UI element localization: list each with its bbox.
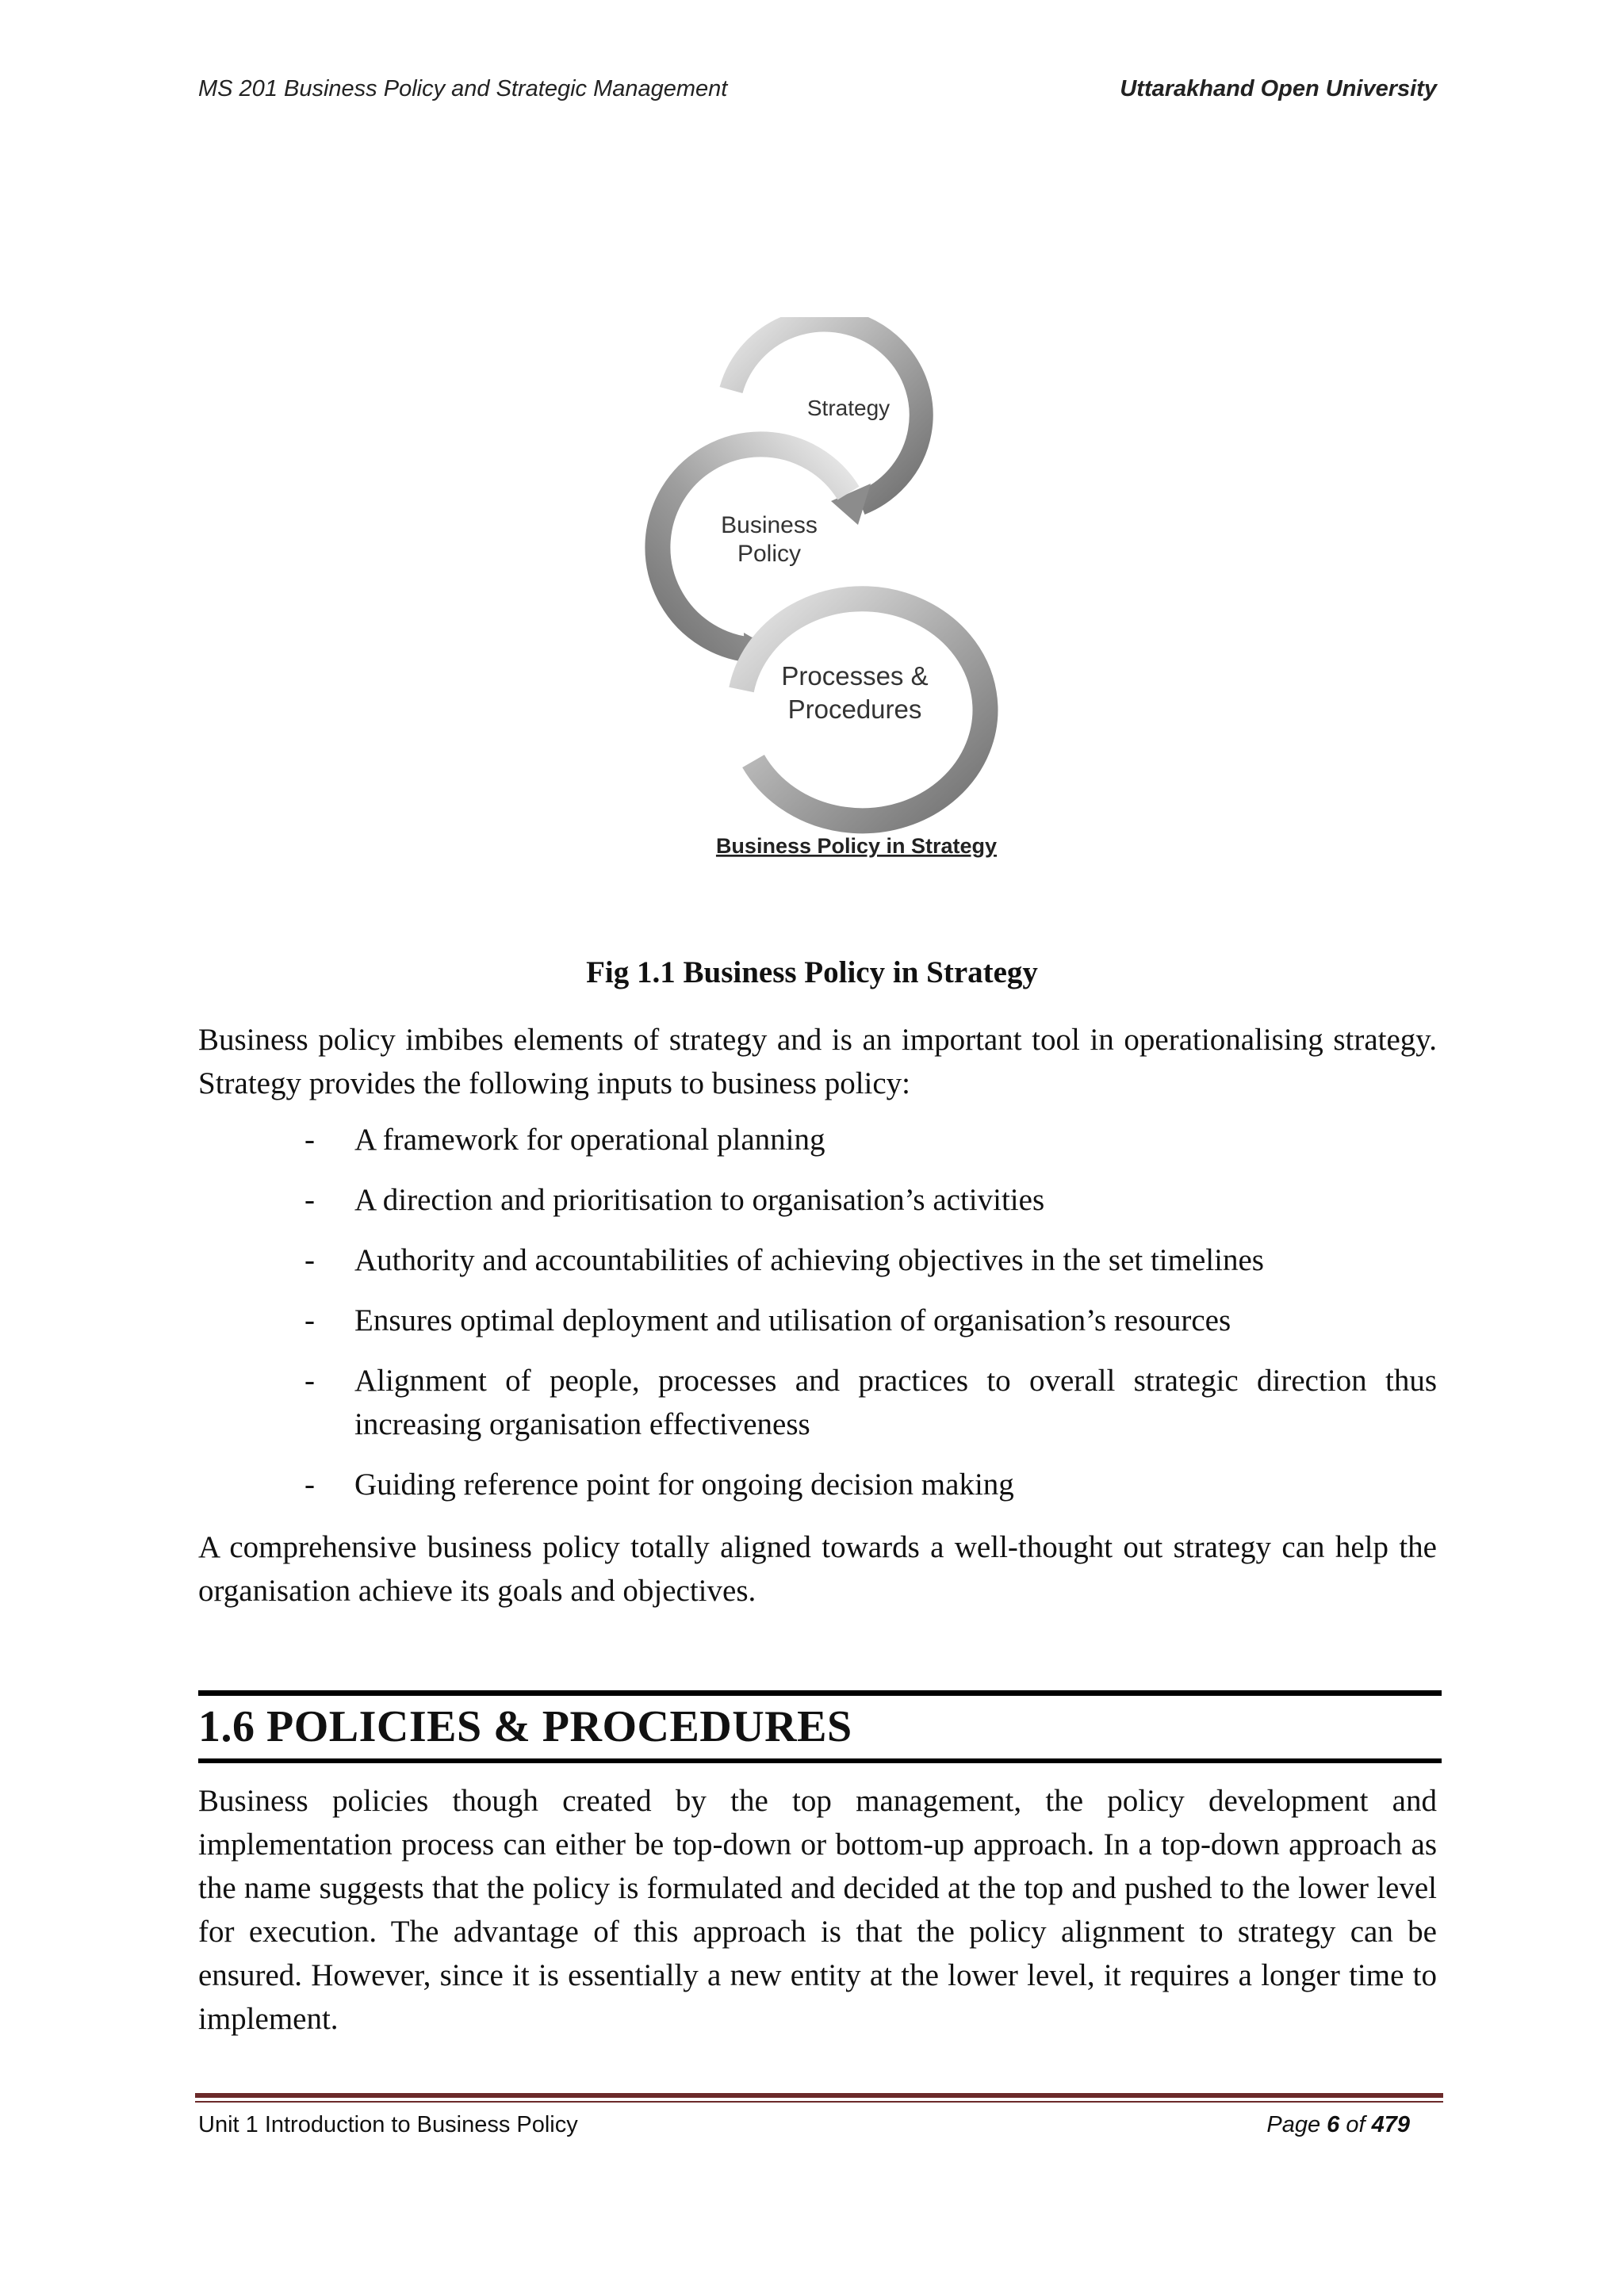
list-item [198, 1463, 1437, 1506]
footer-rule [195, 2093, 1443, 2098]
figure-title: Fig 1.1 Business Policy in Strategy [586, 955, 1038, 989]
processes-label-line1: Processes & [781, 661, 929, 691]
page-of: of [1346, 2112, 1365, 2137]
list-item [198, 1118, 1437, 1161]
section-rule-bottom [198, 1758, 1442, 1763]
list-item [198, 1359, 1437, 1446]
dash-marker: - [304, 1183, 315, 1217]
list-item-text: Alignment of people, processes and practices to overall strategic direction thus increasing organisation effectiveness [354, 1364, 1437, 1441]
business-policy-label-line1: Business [721, 512, 818, 538]
strategy-label: Strategy [806, 396, 891, 420]
page-total: 479 [1371, 2112, 1410, 2137]
paragraph-policies: Business policies though created by the top management, the policy development and implementation process can either be top-down or bottom-up approach. In a top-down approach as the name suggests that the policy is formulated and decided at the top and pushed to the lower level for execution. The advantage of this approach is that the policy alignment to strategy can be ensured. However, since it is essentially a new entity at the lower level, it requires a longer time to implement. [198, 1784, 1437, 2036]
business-policy-figure [634, 317, 999, 872]
dash-marker: - [304, 1123, 315, 1157]
figure-inner-caption: Business Policy in Strategy [715, 834, 998, 858]
inputs-list [198, 1118, 1437, 1523]
list-item [198, 1238, 1437, 1282]
paragraph-intro: Business policy imbibes elements of strategy and is an important tool in operationalising strategy. Strategy provides the following inputs to business policy: [198, 1023, 1437, 1100]
list-item [198, 1178, 1437, 1222]
strategy-ring [731, 320, 921, 525]
header-course-title: MS 201 Business Policy and Strategic Management [198, 76, 728, 101]
dash-marker: - [304, 1364, 315, 1398]
list-item-text: Authority and accountabilities of achieving objectives in the set timelines [354, 1243, 1264, 1277]
processes-label-line2: Procedures [787, 695, 922, 724]
dash-marker: - [304, 1468, 315, 1502]
list-item-text: Guiding reference point for ongoing decision making [354, 1468, 1014, 1502]
list-item-text: Ensures optimal deployment and utilisation of organisation’s resources [354, 1303, 1231, 1337]
footer-unit-title: Unit 1 Introduction to Business Policy [198, 2112, 578, 2137]
dash-marker: - [304, 1243, 315, 1277]
dash-marker: - [304, 1303, 315, 1337]
footer-page-number [1266, 2112, 1410, 2138]
business-policy-label-line2: Policy [737, 541, 802, 567]
paragraph-conclusion: A comprehensive business policy totally aligned towards a well-thought out strategy can help the organisation achieve its goals and objectives. [198, 1530, 1437, 1608]
header-university: Uttarakhand Open University [1120, 76, 1437, 101]
footer-rule-thin [195, 2101, 1443, 2103]
list-item-text: A framework for operational planning [354, 1123, 825, 1157]
list-item-text: A direction and prioritisation to organisation’s activities [354, 1183, 1045, 1217]
section-heading: 1.6 POLICIES & PROCEDURES [198, 1702, 852, 1751]
list-item [198, 1299, 1437, 1342]
page-current: 6 [1327, 2112, 1340, 2137]
page-prefix: Page [1266, 2112, 1321, 2137]
